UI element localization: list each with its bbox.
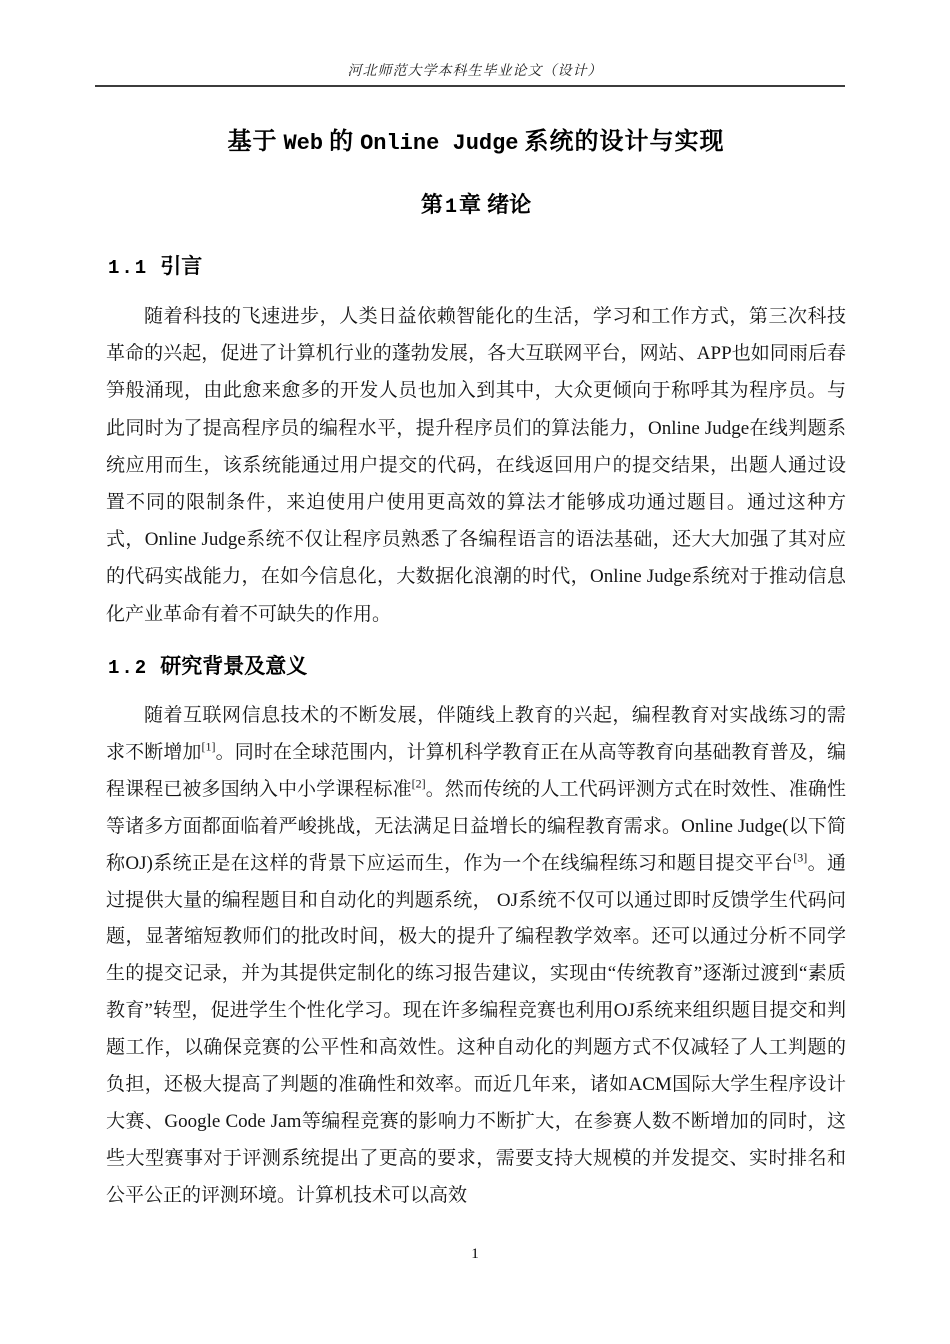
paragraph-background xyxy=(106,698,846,1215)
section-title: 研究背景及意义 xyxy=(160,655,308,678)
page-content xyxy=(106,0,846,1344)
text-run: 随着互联网信息技术的不断发展，伴随线上教育的兴起，编程教育对实战练习的需求不断增加 xyxy=(106,705,846,763)
citation-superscript: [3] xyxy=(793,850,808,865)
text-run: 系统的设计与实现 xyxy=(524,128,725,155)
text-run: 。通过提供大量的编程题目和自动化的判题系统， OJ系统不仅可以通过即时反馈学生代码问题，显著缩短教师们的批改时间，极大的提升了编程教学效率。还可以通过分析不同学生的提交记录，并为其提供定制化的练习报告建议，实现由“传统教育”逐渐过渡到“素质教育”转型，促进学生个性化学习。现在许多编程竞赛也利用OJ系统来组织题目提交和判题工作，以确保竞赛的公平性和高效性。这种自动化的判题方式不仅减轻了人工判题的负担，还极大提高了判题的准确性和效率。而近几年来，诸如ACM国际大学生程序设计大赛、Google Code Jam等编程竞赛的影响力不断扩大，在参赛人数不断增加的同时，这些大型赛事对于评测系统提出了更高的要求，需要支持大规模的并发提交、实时排名和公平公正的评测环境。计算机技术可以高效 xyxy=(106,852,846,1206)
section-number: 1.1 xyxy=(108,257,149,279)
text-run: 。同时在全球范围内，计算机科学教育正在从高等教育向基础教育普及，编程课程已被多国纳入中小学课程标准 xyxy=(106,741,846,800)
section-title: 引言 xyxy=(160,255,203,278)
document-title xyxy=(106,121,846,156)
text-run: 。然而传统的人工代码评测方式在时效性、准确性等诸多方面都面临着严峻挑战，无法满足日益增长的编程教育需求。Online Judge(以下简称OJ)系统正是在这样的背景下应运而生，作为一个在线编程练习和题目提交平台 xyxy=(106,778,846,874)
section-heading-1-2 xyxy=(108,650,307,680)
section-heading-1-1 xyxy=(108,250,202,280)
running-header: 河北师范大学本科生毕业论文（设计） xyxy=(347,64,603,79)
latin-text-run: Web xyxy=(283,131,324,156)
section-number: 1.2 xyxy=(108,657,149,679)
citation-superscript: [1] xyxy=(201,739,216,754)
paragraph-introduction xyxy=(106,298,846,633)
latin-text-run: 1 xyxy=(444,196,457,219)
chapter-heading xyxy=(106,188,846,219)
latin-text-run: Online Judge xyxy=(360,131,519,156)
text-run: 第 xyxy=(420,192,443,217)
text-run: 的 xyxy=(329,128,355,155)
text-run: 基于 xyxy=(227,128,278,155)
text-run: 章 绪论 xyxy=(458,192,532,217)
page-number: 1 xyxy=(471,1246,479,1262)
citation-superscript: [2] xyxy=(411,776,426,791)
text-run: 随着科技的飞速进步，人类日益依赖智能化的生活，学习和工作方式，第三次科技革命的兴起，促进了计算机行业的蓬勃发展，各大互联网平台，网站、APP也如同雨后春笋般涌现，由此愈来愈多的开发人员也加入到其中，大众更倾向于称呼其为程序员。与此同时为了提高程序员的编程水平，提升程序员们的算法能力，Online Judge在线判题系统应用而生，该系统能通过用户提交的代码，在线返回用户的提交结果，出题人通过设置不同的限制条件，来迫使用户使用更高效的算法才能够成功通过题目。通过这种方式，Online Judge系统不仅让程序员熟悉了各编程语言的语法基础，还大大加强了其对应的代码实战能力，在如今信息化，大数据化浪潮的时代，Online Judge系统对于推动信息化产业革命有着不可缺失的作用。 xyxy=(106,306,846,625)
